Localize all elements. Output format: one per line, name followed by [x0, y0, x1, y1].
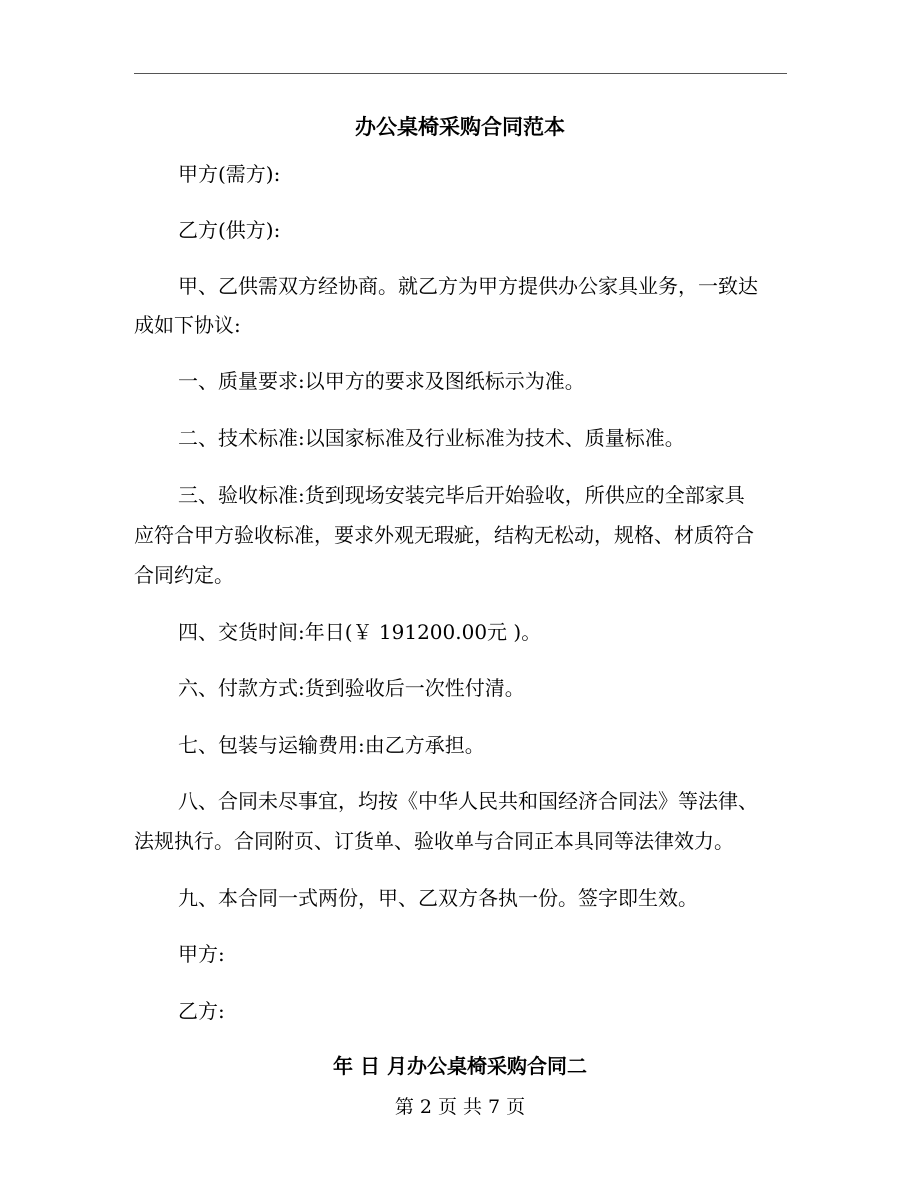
clause-acceptance-line-2: 应符合甲方验收标准，要求外观无瑕疵，结构无松动，规格、材质符合 — [134, 523, 754, 547]
clause-packaging: 七、包装与运输费用:由乙方承担。 — [178, 733, 485, 757]
signature-party-a: 甲方: — [178, 942, 225, 966]
header-rule — [134, 73, 787, 74]
intro-line-2: 成如下协议: — [134, 313, 241, 337]
page-number: 第 2 页 共 7 页 — [394, 1096, 526, 1118]
clause-misc-line-2: 法规执行。合同附页、订货单、验收单与合同正本具同等法律效力。 — [134, 829, 734, 853]
party-b-label: 乙方(供方): — [178, 218, 281, 242]
clause-delivery: 四、交货时间:年日(￥ 191200.00元 )。 — [178, 620, 542, 644]
clause-acceptance-line-1: 三、验收标准:货到现场安装完毕后开始验收，所供应的全部家具 — [178, 483, 745, 507]
party-a-label: 甲方(需方): — [178, 162, 281, 186]
signature-party-b: 乙方: — [178, 999, 225, 1023]
clause-payment: 六、付款方式:货到验收后一次性付清。 — [178, 676, 525, 700]
clause-acceptance-line-3: 合同约定。 — [134, 563, 234, 587]
clause-quality: 一、质量要求:以甲方的要求及图纸标示为准。 — [178, 369, 585, 393]
intro-line-1: 甲、乙供需双方经协商。就乙方为甲方提供办公家具业务，一致达 — [178, 274, 758, 298]
clause-copies: 九、本合同一式两份，甲、乙双方各执一份。签字即生效。 — [178, 886, 698, 910]
next-section-heading: 年 日 月办公桌椅采购合同二 — [333, 1054, 587, 1078]
document-title: 办公桌椅采购合同范本 — [355, 114, 565, 139]
clause-misc-line-1: 八、合同未尽事宜，均按《中华人民共和国经济合同法》等法律、 — [178, 789, 758, 813]
clause-tech: 二、技术标准:以国家标准及行业标准为技术、质量标准。 — [178, 426, 685, 450]
